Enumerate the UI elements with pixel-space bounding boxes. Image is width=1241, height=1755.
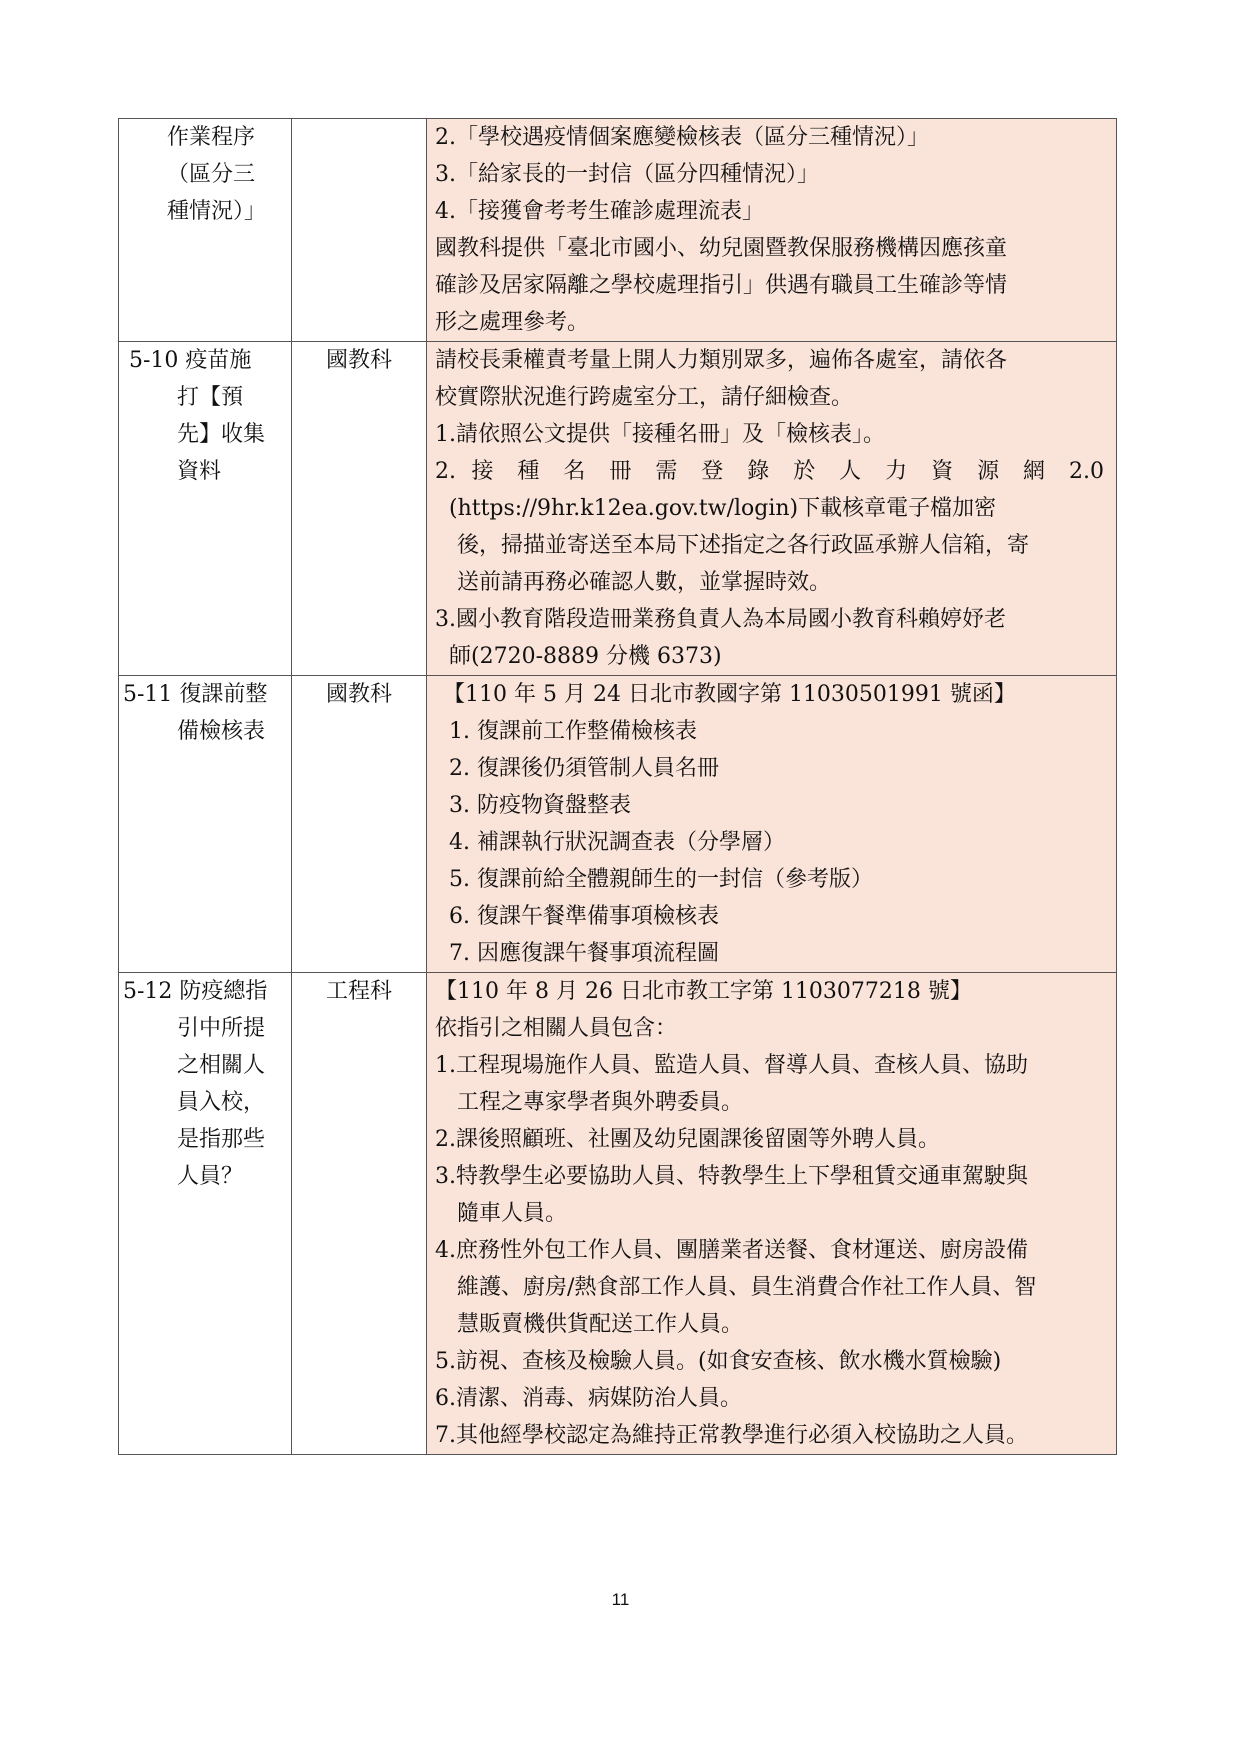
topic-line: 5-11 復課前整 [123, 682, 268, 707]
content-line: 7. 因應復課午餐事項流程圖 [449, 941, 719, 966]
content-cell [427, 973, 1117, 1455]
content-line: 4.「接獲會考考生確診處理流表」 [435, 199, 764, 224]
content-line: 6.清潔、消毒、病媒防治人員。 [435, 1386, 742, 1411]
topic-line: 員入校， [177, 1090, 266, 1115]
department-cell [292, 973, 427, 1455]
department-cell [292, 676, 427, 973]
topic-line: 資料 [177, 459, 222, 484]
content-line: 1. 復課前工作整備檢核表 [449, 719, 697, 744]
content-cell [427, 342, 1117, 676]
content-line: 3.「給家長的一封信（區分四種情況）」 [435, 162, 819, 187]
content-line: 形之處理參考。 [435, 310, 590, 335]
content-line: 4. 補課執行狀況調查表（分學層） [449, 830, 785, 855]
content-line: 【110 年 8 月 26 日北市教工字第 1103077218 號】 [435, 979, 972, 1004]
content-line: 6. 復課午餐準備事項檢核表 [449, 904, 719, 929]
content-line: 國教科提供「臺北市國小、幼兒園暨教保服務機構因應孩童 [435, 236, 1008, 261]
topic-cell [119, 973, 292, 1455]
page-number: 11 [611, 1590, 630, 1609]
table-row [119, 973, 1117, 1455]
content-line: 5.訪視、查核及檢驗人員。(如食安查核、飲水機水質檢驗) [435, 1349, 1002, 1374]
content-line: 2. 復課後仍須管制人員名冊 [449, 756, 719, 781]
topic-cell [119, 676, 292, 973]
content-line: 3.國小教育階段造冊業務負責人為本局國小教育科賴婷妤老 [435, 607, 1006, 632]
content-line: 校實際狀況進行跨處室分工，請仔細檢查。 [435, 385, 854, 410]
table-row [119, 119, 1117, 342]
content-line: (https://9hr.k12ea.gov.tw/login)下載核章電子檔加密 [449, 496, 997, 521]
topic-line: 5-12 防疫總指 [123, 979, 268, 1004]
topic-line: 是指那些 [177, 1127, 266, 1152]
content-line: 依指引之相關人員包含： [435, 1016, 678, 1041]
topic-line: 打【預 [177, 385, 244, 410]
content-line: 師(2720-8889 分機 6373) [449, 644, 722, 669]
content-line: 3.特教學生必要協助人員、特教學生上下學租賃交通車駕駛與 [435, 1164, 1028, 1189]
content-line: 請校長秉權責考量上開人力類別眾多，遍佈各處室，請依各 [435, 348, 1008, 373]
topic-line: 作業程序 [167, 125, 256, 150]
topic-cell [119, 119, 292, 342]
content-line: 4.庶務性外包工作人員、團膳業者送餐、食材運送、廚房設備 [435, 1238, 1028, 1263]
topic-line: 種情況）」 [167, 199, 267, 224]
content-line: 隨車人員。 [457, 1201, 568, 1226]
content-line: 工程之專家學者與外聘委員。 [457, 1090, 744, 1115]
content-cell [427, 119, 1117, 342]
document-table [118, 118, 1117, 1455]
content-line: 5. 復課前給全體親師生的一封信（參考版） [449, 867, 873, 892]
table-row [119, 342, 1117, 676]
content-line: 2.「學校遇疫情個案應變檢核表（區分三種情況）」 [435, 125, 929, 150]
department-label: 國教科 [325, 682, 392, 707]
topic-line: 人員？ [177, 1164, 244, 1189]
department-label: 工程科 [325, 979, 392, 1004]
content-line: 維護、廚房/熱食部工作人員、員生消費合作社工作人員、智 [457, 1275, 1037, 1300]
topic-line: （區分三 [167, 162, 256, 187]
content-line: 1.工程現場施作人員、監造人員、督導人員、查核人員、協助 [435, 1053, 1028, 1078]
topic-line: 先】收集 [177, 422, 266, 447]
department-label: 國教科 [325, 348, 392, 373]
content-line: 確診及居家隔離之學校處理指引」供遇有職員工生確診等情 [435, 273, 1008, 298]
content-line: 7.其他經學校認定為維持正常教學進行必須入校協助之人員。 [435, 1423, 1028, 1448]
topic-line: 備檢核表 [177, 719, 266, 744]
department-cell [292, 342, 427, 676]
content-line: 送前請再務必確認人數，並掌握時效。 [457, 570, 832, 595]
topic-line: 之相關人 [177, 1053, 266, 1078]
table-row [119, 676, 1117, 973]
content-line: 2. 接 種 名 冊 需 登 錄 於 人 力 資 源 網 2.0 [435, 459, 1104, 484]
content-line: 慧販賣機供貨配送工作人員。 [457, 1312, 744, 1337]
content-line: 後，掃描並寄送至本局下述指定之各行政區承辦人信箱，寄 [457, 533, 1030, 558]
content-line: 1.請依照公文提供「接種名冊」及「檢核表」。 [435, 422, 885, 447]
topic-line: 引中所提 [177, 1016, 266, 1041]
content-cell [427, 676, 1117, 973]
content-line: 2.課後照顧班、社團及幼兒園課後留園等外聘人員。 [435, 1127, 940, 1152]
topic-cell [119, 342, 292, 676]
content-line: 3. 防疫物資盤整表 [449, 793, 631, 818]
content-line: 【110 年 5 月 24 日北市教國字第 11030501991 號函】 [443, 682, 1016, 707]
department-cell [292, 119, 427, 342]
topic-line: 5-10 疫苗施 [129, 348, 252, 373]
